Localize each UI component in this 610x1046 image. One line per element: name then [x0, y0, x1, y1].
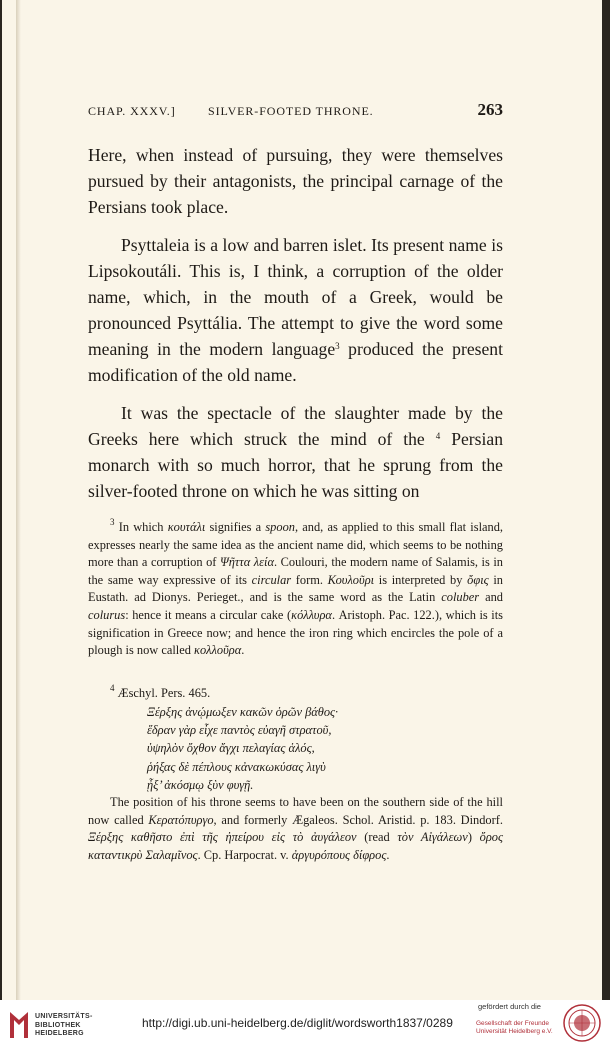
fn4-text: . Cp. Harpocrat. v.: [197, 847, 292, 862]
fn3-text: . Coulouri, the modern name of Salamis, is in the same way expressive of its: [88, 555, 503, 587]
footnote-ref-4: 4: [435, 431, 441, 441]
funder-line: Universität Heidelberg e.V.: [476, 1028, 553, 1035]
running-title: SILVER-FOOTED THRONE.: [208, 104, 374, 118]
fn3-text: , and, as applied to this small flat island, expresses nearly the same idea as the ancient name did, which seems to be nothing more than a corruption of: [88, 520, 504, 570]
funder-name[interactable]: [476, 1020, 553, 1036]
fn3-text: and: [479, 590, 503, 605]
fn4-greek: Κερατόπυργο: [148, 812, 214, 827]
verse-line: ῥήξας δὲ πέπλους κἀνακωκύσας λιγὺ: [147, 759, 326, 774]
fn4-text: (read: [356, 830, 398, 845]
university-library-logo-icon[interactable]: [8, 1008, 30, 1040]
verse-line: ᾖξ’ ἀκόσμῳ ξὺν φυγῇ.: [147, 777, 254, 792]
fn3-greek: ὄφις: [467, 572, 489, 587]
fn3-italic: spoon: [265, 520, 295, 534]
fn4-text: .: [386, 847, 390, 862]
fn3-italic: colurus: [88, 607, 126, 622]
library-line: HEIDELBERG: [35, 1030, 84, 1037]
fn3-text: in Eustath. ad Dionys. Perieget., and is the same word as the Latin: [88, 572, 503, 605]
fn3-italic: coluber: [441, 590, 480, 605]
fn3-greek: κουτάλι: [167, 520, 206, 534]
fn3-greek: κολλοῦρα: [194, 643, 242, 658]
paragraph-2-end: produced the present modification of the old name.: [88, 339, 503, 385]
fn3-greek: κόλλυρα: [291, 607, 332, 622]
chapter-label: CHAP. XXXV.]: [88, 104, 176, 118]
fn3-greek: Κουλοῦρι: [327, 572, 375, 587]
fn4-text: , and formerly Ægaleos. Schol. Aristid. p. 183. Dindorf.: [213, 812, 503, 827]
university-seal-icon[interactable]: [563, 1004, 601, 1042]
fn3-text: In which: [114, 520, 168, 534]
footnote-3-marker: 3: [110, 517, 115, 527]
page-number: 263: [477, 100, 503, 119]
library-name[interactable]: [35, 1013, 93, 1039]
footnote-ref-3: 3: [335, 341, 340, 351]
funder-line: Gesellschaft der Freunde: [476, 1020, 549, 1027]
footnote-4-note: [88, 794, 503, 864]
fn3-italic: circular: [251, 572, 292, 587]
verse-line: ὑψηλὸν ὄχθον ἄγχι πελαγίας ἁλός,: [147, 741, 315, 756]
library-line: UNIVERSITÄTS-: [35, 1013, 93, 1020]
fn4-greek: ὄρος καταντικρὺ Σαλαμῖνος: [88, 830, 503, 862]
fn3-text: is interpreted by: [374, 572, 468, 587]
verse-line: ἕδραν γὰρ εἶχε παντὸς εὐαγῆ στρατοῦ,: [147, 723, 332, 738]
verse-line: Ξέρξης ἀνῴμωξεν κακῶν ὁρῶν βάθος·: [147, 705, 339, 719]
digitization-footer: [0, 1000, 610, 1046]
funded-by-label: gefördert durch die: [478, 1002, 541, 1011]
fn4-greek: τὸν Αἰγάλεων: [397, 830, 468, 845]
footnote-4-citation: [88, 685, 503, 703]
footnote-4-marker: 4: [110, 683, 115, 693]
footnote-3: [88, 519, 503, 660]
fn3-text: : hence it means a circular cake (: [125, 607, 292, 622]
fn3-text: .: [241, 643, 245, 658]
library-line: BIBLIOTHEK: [35, 1021, 81, 1029]
paragraph-2: [88, 232, 503, 388]
fn4-cite: Æschyl. Pers. 465.: [114, 686, 211, 700]
paragraph-1: Here, when instead of pursuing, they were themselves pursued by their antagonists, the principal carnage of the Persians took place.: [88, 145, 503, 217]
fn3-text: form.: [291, 572, 328, 587]
fn4-text: The position of his throne seems to have been on the southern side of the hill now called: [88, 795, 503, 827]
fn3-greek: Ψῆττα λεία: [219, 555, 274, 570]
paragraph-3-end: Persian monarch with so much horror, that he sprung from the silver-footed throne on which he was sitting on: [88, 429, 503, 501]
fn3-text: . Aristoph. Pac. 122.), which is its signification in Greece now; and hence the iron ring which encircles the pole of a plough is now called: [88, 607, 503, 658]
paragraph-2-text: Psyttaleia is a low and barren islet. Its present name is Lipsokoutáli. This is, I think, a corruption of the older name, which, in the mouth of a Greek, would be pronounced Psyttália. The attempt to give the word some meaning in the modern language: [88, 235, 503, 359]
permalink-url[interactable]: http://digi.ub.uni-heidelberg.de/diglit/wordsworth1837/0289: [142, 1016, 453, 1030]
fn3-text: signifies a: [205, 520, 266, 534]
paragraph-3-start: It was the spectacle of the slaughter made by the Greeks here which struck the mind of the: [88, 403, 503, 449]
greek-verse-quote: [147, 703, 477, 794]
fn4-greek: Ξέρξης καθῆστο ἐπὶ τῆς ἠπείρου εἰς τὸ ἀυγάλεον: [88, 830, 357, 845]
fn4-greek: ἀργυρόπους δίφρος: [291, 847, 387, 862]
paragraph-3: [88, 400, 503, 504]
fn4-text: ): [467, 830, 480, 845]
